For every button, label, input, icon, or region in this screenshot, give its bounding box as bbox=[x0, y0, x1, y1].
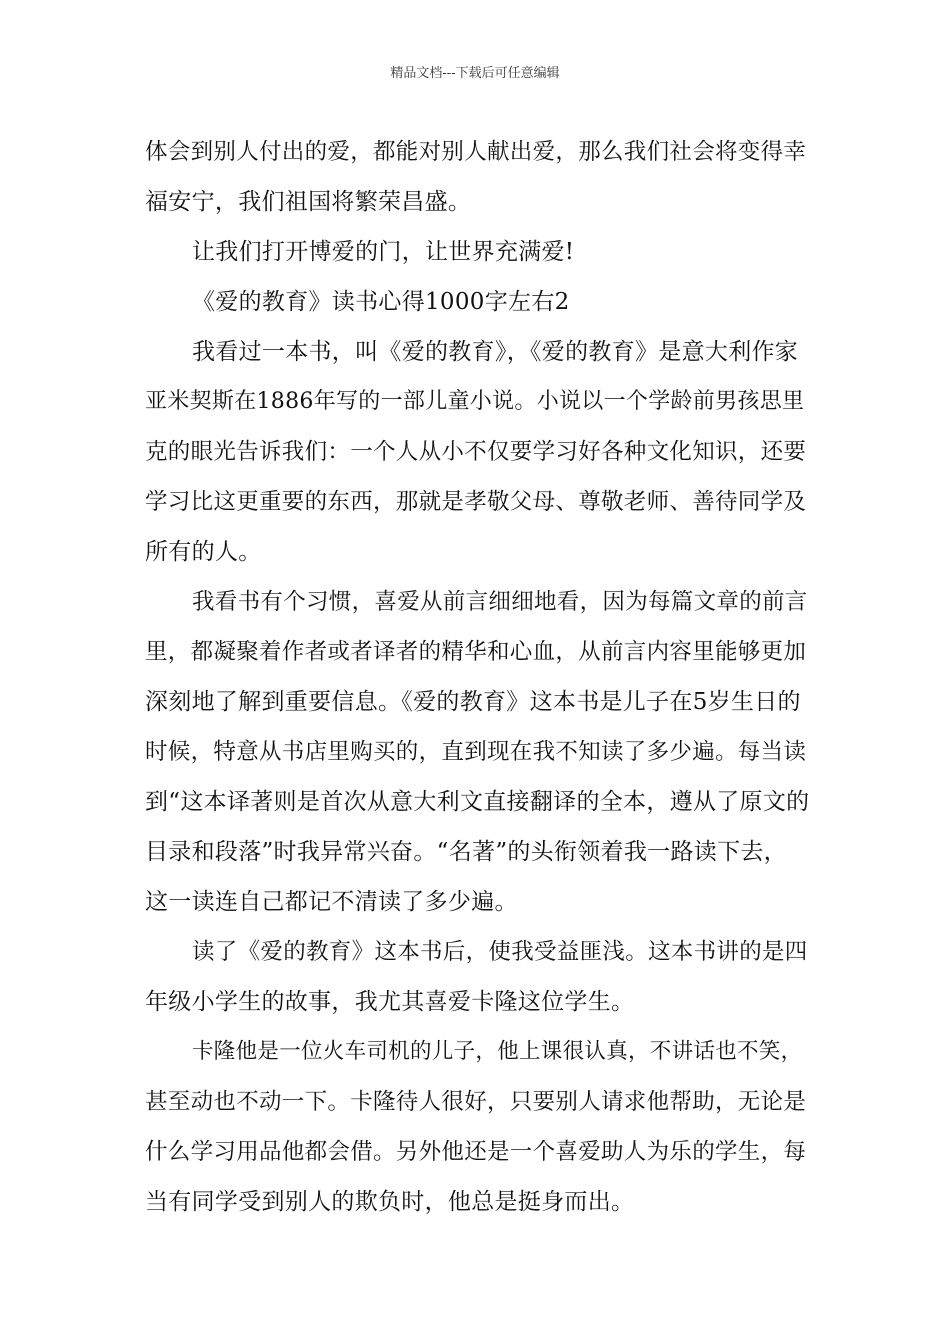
text-line: 学习比这更重要的东西，那就是孝敬父母、尊敬老师、善待同学及 bbox=[145, 489, 807, 515]
text-line: 到“这本译著则是首次从意大利文直接翻译的全本，遵从了原文的 bbox=[145, 789, 810, 815]
text-line: 克的眼光告诉我们：一个人从小不仅要学习好各种文化知识，还要 bbox=[145, 439, 807, 465]
document-body bbox=[145, 127, 810, 1227]
text-line: 读了《爱的教育》这本书后，使我受益匪浅。这本书讲的是四 bbox=[192, 939, 808, 965]
text-line: 什么学习用品他都会借。另外他还是一个喜爱助人为乐的学生，每 bbox=[145, 1139, 807, 1165]
text-line: 里，都凝聚着作者或者译者的精华和心血，从前言内容里能够更加 bbox=[145, 639, 807, 665]
text-line: 年级小学生的故事，我尤其喜爱卡隆这位学生。 bbox=[145, 989, 635, 1015]
text-line: 让我们打开博爱的门，让世界充满爱! bbox=[192, 239, 575, 265]
text-line: 体会到别人付出的爱，都能对别人献出爱，那么我们社会将变得幸 bbox=[145, 139, 807, 165]
text-line: 亚米契斯在1886年写的一部儿童小说。小说以一个学龄前男孩思里 bbox=[145, 389, 805, 414]
text-line: 目录和段落”时我异常兴奋。“名著”的头衔领着我一路读下去， bbox=[145, 839, 787, 865]
section-title: 《爱的教育》读书心得1000字左右2 bbox=[192, 289, 570, 315]
page-header: 精品文档---下载后可任意编辑 bbox=[390, 66, 560, 81]
text-line: 我看过一本书，叫《爱的教育》，《爱的教育》是意大利作家 bbox=[192, 339, 799, 365]
text-line: 深刻地了解到重要信息。《爱的教育》这本书是儿子在5岁生日的 bbox=[145, 689, 801, 715]
text-line: 所有的人。 bbox=[145, 539, 262, 565]
text-line: 卡隆他是一位火车司机的儿子，他上课很认真，不讲话也不笑， bbox=[192, 1039, 803, 1064]
text-line: 我看书有个习惯，喜爱从前言细细地看，因为每篇文章的前言 bbox=[192, 589, 808, 615]
text-line: 甚至动也不动一下。卡隆待人很好，只要别人请求他帮助，无论是 bbox=[145, 1089, 807, 1115]
text-line: 当有同学受到别人的欺负时，他总是挺身而出。 bbox=[145, 1189, 635, 1215]
text-line: 时候，特意从书店里购买的，直到现在我不知读了多少遍。每当读 bbox=[145, 739, 807, 765]
text-line: 福安宁，我们祖国将繁荣昌盛。 bbox=[145, 189, 472, 215]
text-line: 这一读连自己都记不清读了多少遍。 bbox=[145, 889, 518, 915]
